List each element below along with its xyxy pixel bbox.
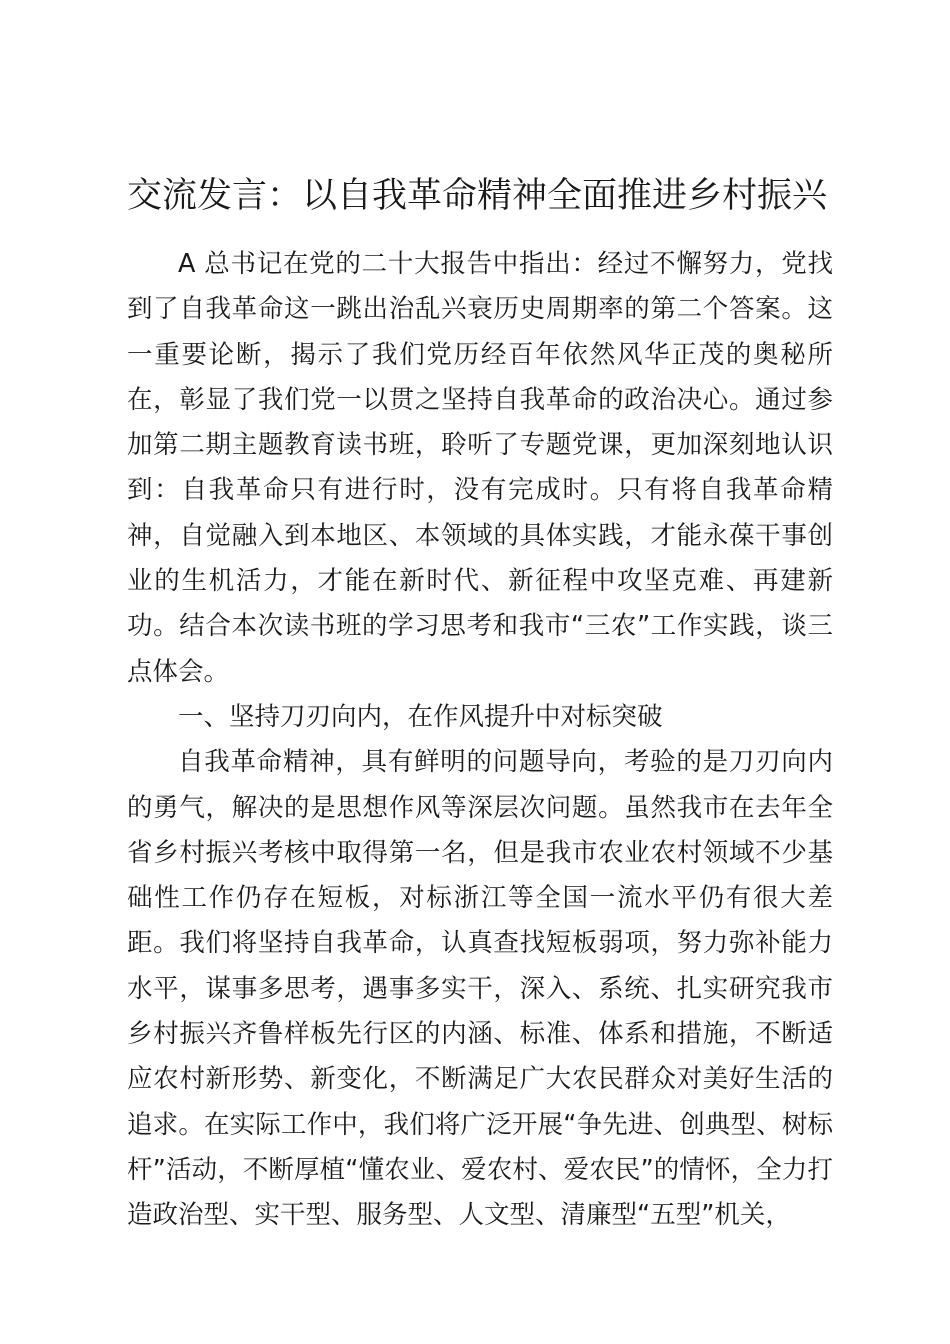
paragraph-section-1: 自我革命精神，具有鲜明的问题导向，考验的是刀刃向内的勇气，解决的是思想作风等深层次问题。虽然我市在去年全省乡村振兴考核中取得第一名，但是我市农业农村领域不少基础性工作仍存在短板，对标浙江等全国一流水平仍有很大差距。我们将坚持自我革命，认真查找短板弱项，努力弥补能力水平，谋事多思考，遇事多实干，深入、系统、扎实研究我市乡村振兴齐鲁样板先行区的内涵、标准、体系和措施，不断适应农村新形势、新变化，不断满足广大农民群众对美好生活的追求。在实际工作中，我们将广泛开展“争先进、创典型、树标杆”活动，不断厚植“懂农业、爱农村、爱农民”的情怀，全力打造政治型、实干型、服务型、人文型、清廉型“五型”机关， xyxy=(127,747,833,1231)
document-title: 交流发言：以自我革命精神全面推进乡村振兴 xyxy=(127,176,828,216)
section-heading-1: 一、坚持刀刃向内，在作风提升中对标突破 xyxy=(178,701,663,732)
paragraph-intro: A 总书记在党的二十大报告中指出：经过不懈努力，党找到了自我革命这一跳出治乱兴衰历史周期率的第二个答案。这一重要论断，揭示了我们党历经百年依然风华正茂的奥秘所在，彰显了我们党一以贯之坚持自我革命的政治决心。通过参加第二期主题教育读书班，聆听了专题党课，更加深刻地认识到：自我革命只有进行时，没有完成时。只有将自我革命精神，自觉融入到本地区、本领域的具体实践，才能永葆干事创业的生机活力，才能在新时代、新征程中攻坚克难、再建新功。结合本次读书班的学习思考和我市“三农”工作实践，谈三点体会。 xyxy=(127,249,833,687)
document-body xyxy=(127,242,833,1239)
